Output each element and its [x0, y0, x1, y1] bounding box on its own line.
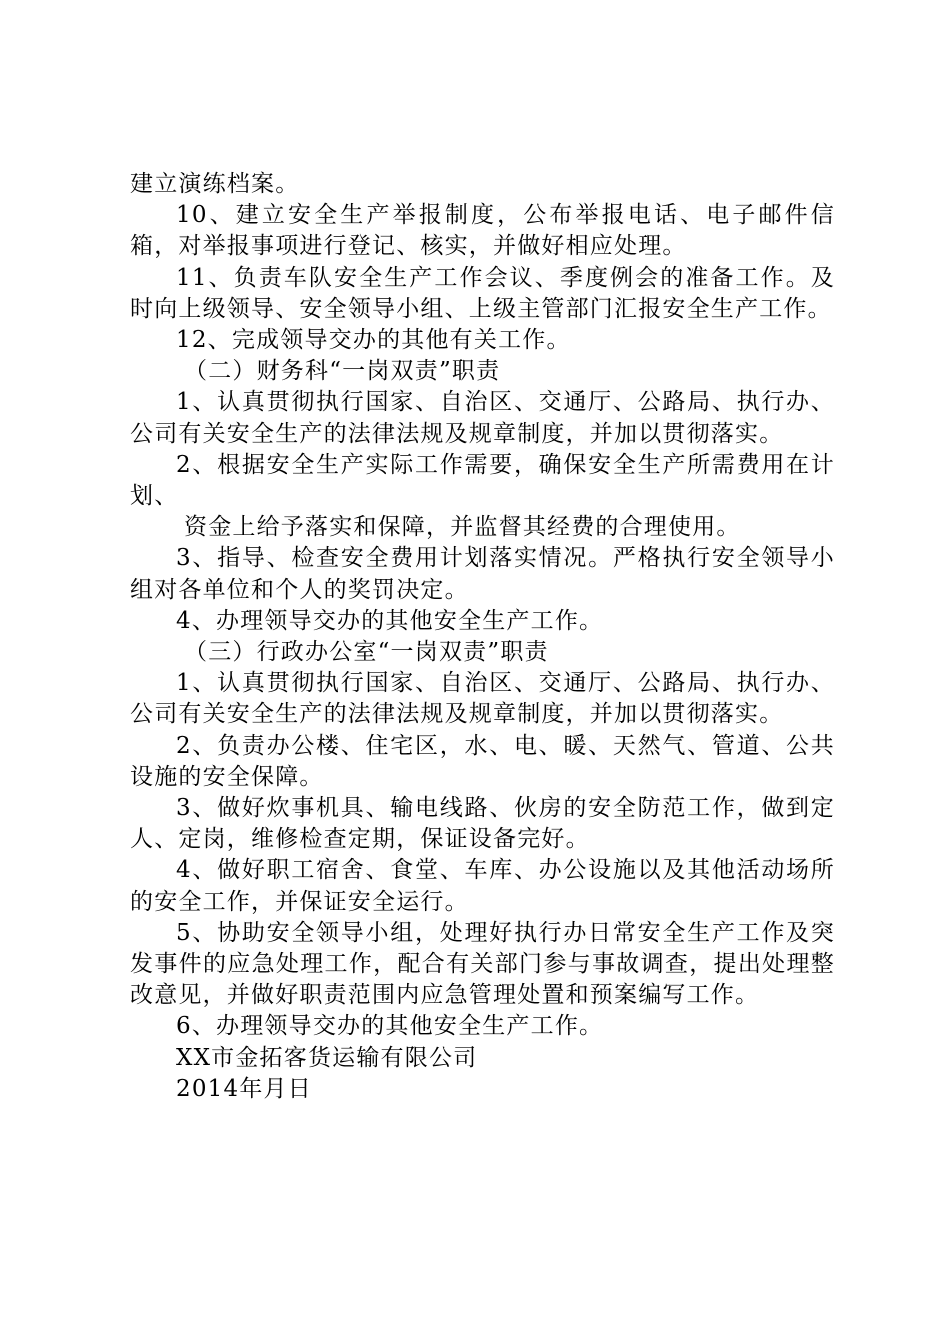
paragraph-finance-2: 2、根据安全生产实际工作需要，确保安全生产所需费用在计划、: [130, 451, 835, 510]
company-signature: XX市金拓客货运输有限公司: [176, 1044, 478, 1071]
paragraph-intro: 建立演练档案。: [130, 171, 300, 197]
paragraph-finance-1: 1、认真贯彻执行国家、自治区、交通厅、公路局、执行办、公司有关安全生产的法律法规及规章制度，并加以贯彻落实。: [130, 389, 835, 447]
paragraph-admin-5: 5、协助安全领导小组，处理好执行办日常安全生产工作及突发事件的应急处理工作，配合有关部门参与事故调查，提出处理整改意见，并做好职责范围内应急管理处置和预案编写工作。: [130, 919, 835, 1009]
paragraph-admin-2: 2、负责办公楼、住宅区，水、电、暖、天然气、管道、公共设施的安全保障。: [130, 732, 835, 790]
paragraph-finance-4: 4、办理领导交办的其他安全生产工作。: [176, 607, 604, 634]
paragraph-admin-4: 4、做好职工宿舍、食堂、车库、办公设施以及其他活动场所的安全工作，并保证安全运行。: [130, 857, 835, 915]
paragraph-item-12: 12、完成领导交办的其他有关工作。: [176, 327, 571, 354]
document-date: 2014年月日: [176, 1075, 312, 1102]
paragraph-admin-1: 1、认真贯彻执行国家、自治区、交通厅、公路局、执行办、公司有关安全生产的法律法规及规章制度，并加以贯彻落实。: [130, 670, 835, 728]
document-page: [130, 169, 835, 1105]
paragraph-item-10: 10、建立安全生产举报制度，公布举报电话、电子邮件信箱，对举报事项进行登记、核实，并做好相应处理。: [130, 202, 835, 260]
section-heading-admin-office: （三）行政办公室“一岗双责”职责: [184, 639, 549, 666]
paragraph-item-11: 11、负责车队安全生产工作会议、季度例会的准备工作。及时向上级领导、安全领导小组、上级主管部门汇报安全生产工作。: [130, 264, 835, 322]
paragraph-finance-3: 3、指导、检查安全费用计划落实情况。严格执行安全领导小组对各单位和个人的奖罚决定。: [130, 545, 835, 603]
paragraph-admin-6: 6、办理领导交办的其他安全生产工作。: [176, 1013, 604, 1040]
paragraph-admin-3: 3、做好炊事机具、输电线路、伙房的安全防范工作，做到定人、定岗，维修检查定期，保证设备完好。: [130, 795, 835, 853]
section-heading-finance: （二）财务科“一岗双责”职责: [184, 358, 501, 385]
paragraph-finance-2-continued: 资金上给予落实和保障，并监督其经费的合理使用。: [184, 514, 741, 541]
